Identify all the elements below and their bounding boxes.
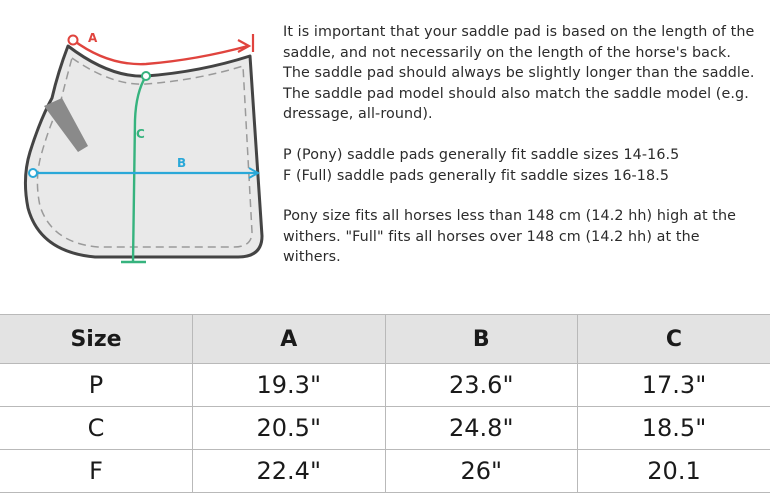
pony-size-note: P (Pony) saddle pads generally fit saddle sizes 14-16.5 — [283, 146, 680, 163]
full-size-note: F (Full) saddle pads generally fit saddle sizes 16-18.5 — [283, 167, 670, 184]
cell-c: 18.5" — [578, 407, 770, 450]
table-header-row — [0, 315, 770, 364]
measure-b-start — [29, 169, 37, 177]
cell-size: P — [0, 364, 193, 407]
description-paragraph-1: It is important that your saddle pad is based on the length of the saddle, and not necessarily on the length of the horse's back. The saddle pad should always be slightly longer than the saddle. The saddle pad model should also match the saddle model (e.g. dressage, all-round). — [283, 24, 755, 123]
label-b: B — [177, 156, 187, 170]
header-a: A — [193, 315, 386, 364]
cell-c: 17.3" — [578, 364, 770, 407]
header-b: B — [385, 315, 578, 364]
measure-line-a — [73, 40, 248, 64]
measure-a-start — [69, 36, 78, 45]
description-paragraph-3: Pony size fits all horses less than 148 cm (14.2 hh) high at the withers. "Full" fits all horses over 148 cm (14.2 hh) at the withers. — [283, 208, 737, 266]
cell-b: 24.8" — [385, 407, 578, 450]
cell-a: 20.5" — [193, 407, 386, 450]
cell-c: 20.1 — [578, 450, 770, 493]
cell-size: C — [0, 407, 193, 450]
header-size: Size — [0, 315, 193, 364]
cell-b: 26" — [385, 450, 578, 493]
cell-size: F — [0, 450, 193, 493]
size-table — [0, 314, 770, 493]
label-c: C — [136, 127, 145, 141]
header-c: C — [578, 315, 770, 364]
cell-b: 23.6" — [385, 364, 578, 407]
table-row — [0, 364, 770, 407]
table-row — [0, 450, 770, 493]
measure-c-start — [142, 72, 150, 80]
label-a: A — [88, 31, 98, 45]
size-guide-description — [283, 22, 761, 288]
description-paragraph-2 — [283, 145, 761, 186]
table-row — [0, 407, 770, 450]
cell-a: 19.3" — [193, 364, 386, 407]
cell-a: 22.4" — [193, 450, 386, 493]
saddle-pad-diagram — [0, 0, 275, 300]
